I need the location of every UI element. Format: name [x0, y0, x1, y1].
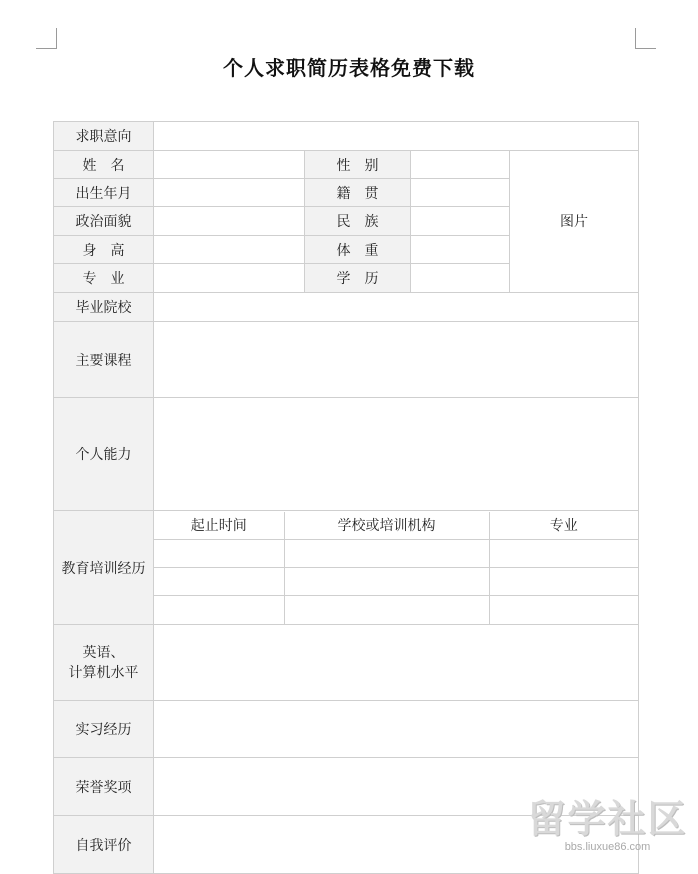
- self-evaluation-label: 自我评价: [54, 816, 154, 874]
- resume-form-table: [53, 121, 639, 874]
- school-label: 毕业院校: [54, 293, 154, 322]
- training-row-3-major[interactable]: [489, 596, 638, 624]
- weight-field[interactable]: [411, 236, 510, 264]
- education-level-label: 学 历: [305, 264, 411, 293]
- weight-label: 体 重: [305, 236, 411, 264]
- training-row-3-institution[interactable]: [284, 596, 489, 624]
- courses-field[interactable]: [154, 322, 639, 398]
- language-computer-field[interactable]: [154, 625, 639, 701]
- training-header-major: 专业: [489, 512, 638, 540]
- document-title: 个人求职简历表格免费下载: [223, 56, 475, 80]
- training-row-1-institution[interactable]: [284, 540, 489, 568]
- training-header-institution: 学校或培训机构: [284, 512, 489, 540]
- watermark-logo: [525, 798, 690, 860]
- training-row-2-major[interactable]: [489, 568, 638, 596]
- politics-label: 政治面貌: [54, 207, 154, 236]
- major-field[interactable]: [154, 264, 305, 293]
- school-field[interactable]: [154, 293, 639, 322]
- training-row-2-institution[interactable]: [284, 568, 489, 596]
- photo-cell[interactable]: 图片: [510, 151, 639, 293]
- name-label: 姓 名: [54, 151, 154, 179]
- language-computer-label: [54, 625, 154, 701]
- height-label: 身 高: [54, 236, 154, 264]
- native-place-field[interactable]: [411, 179, 510, 207]
- major-label: 专 业: [54, 264, 154, 293]
- training-row-1-major[interactable]: [489, 540, 638, 568]
- internship-label: 实习经历: [54, 701, 154, 758]
- training-row-1-period[interactable]: [154, 540, 284, 568]
- objective-field[interactable]: [154, 122, 639, 151]
- internship-field[interactable]: [154, 701, 639, 758]
- training-subtable-cell: [154, 511, 639, 625]
- height-field[interactable]: [154, 236, 305, 264]
- watermark-text: 留学社区: [527, 797, 688, 841]
- courses-label: 主要课程: [54, 322, 154, 398]
- training-row-3-period[interactable]: [154, 596, 284, 624]
- ethnicity-label: 民 族: [305, 207, 411, 236]
- ability-label: 个人能力: [54, 398, 154, 511]
- training-header-period: 起止时间: [154, 512, 284, 540]
- native-place-label: 籍 贯: [305, 179, 411, 207]
- ability-field[interactable]: [154, 398, 639, 511]
- margin-corner-top-left: [36, 28, 57, 49]
- watermark-url: bbs.liuxue86.com: [564, 841, 651, 853]
- training-row-2-period[interactable]: [154, 568, 284, 596]
- birth-field[interactable]: [154, 179, 305, 207]
- language-label-line-2: 计算机水平: [68, 664, 139, 681]
- name-field[interactable]: [154, 151, 305, 179]
- birth-label: 出生年月: [54, 179, 154, 207]
- language-label-line-1: 英语、: [82, 644, 125, 661]
- politics-field[interactable]: [154, 207, 305, 236]
- honors-label: 荣誉奖项: [54, 758, 154, 816]
- education-level-field[interactable]: [411, 264, 510, 293]
- margin-corner-top-right: [635, 28, 656, 49]
- training-subtable: [154, 512, 638, 624]
- gender-label: 性 别: [305, 151, 411, 179]
- objective-label: 求职意向: [54, 122, 154, 151]
- ethnicity-field[interactable]: [411, 207, 510, 236]
- gender-field[interactable]: [411, 151, 510, 179]
- training-label: 教育培训经历: [54, 511, 154, 625]
